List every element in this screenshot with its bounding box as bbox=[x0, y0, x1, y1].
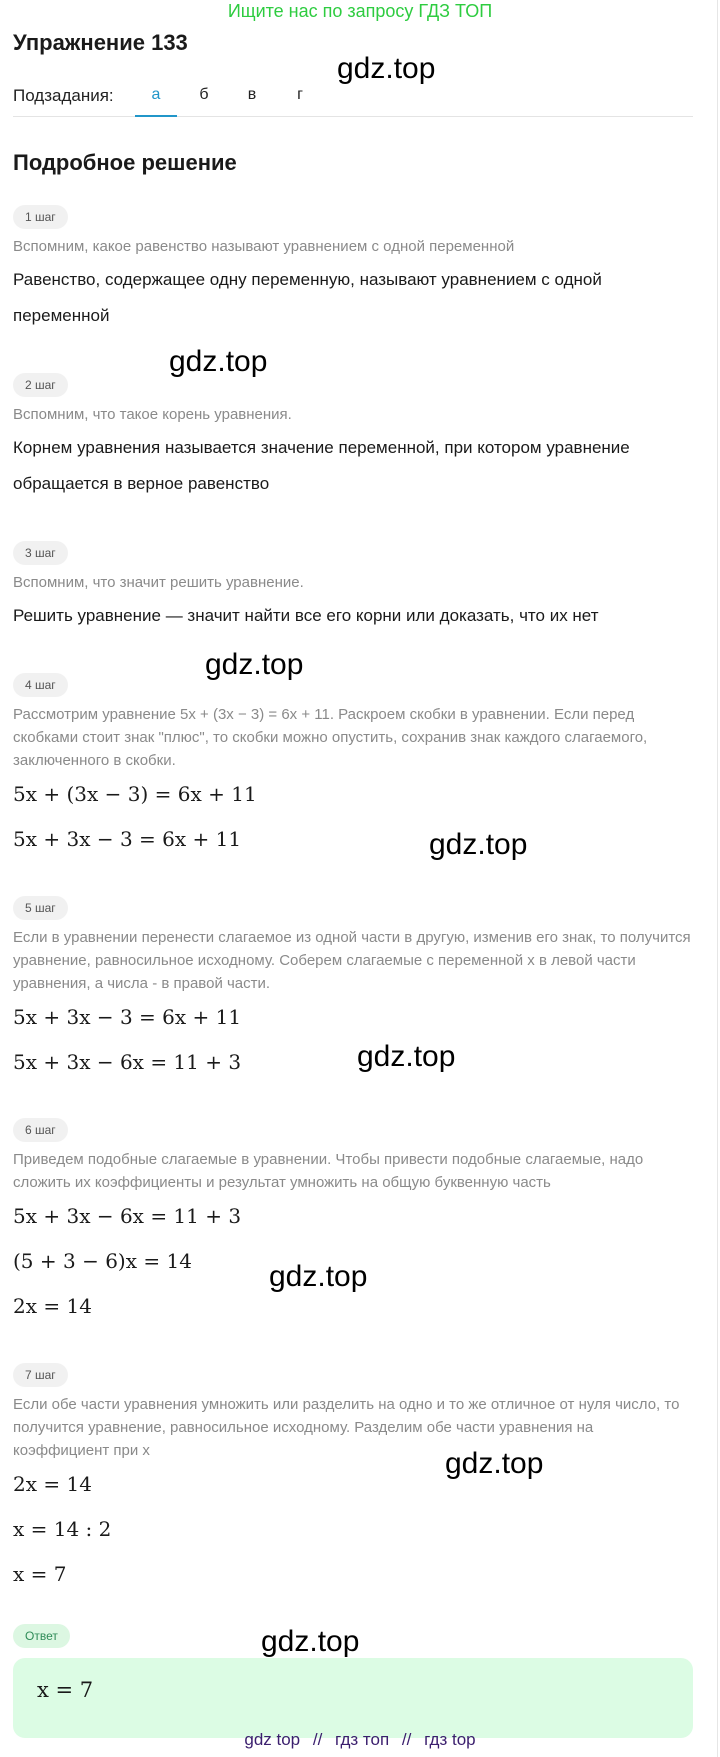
step-3 bbox=[13, 541, 693, 634]
subtask-tab-v[interactable]: в bbox=[247, 86, 257, 103]
equation-line: x = 7 bbox=[13, 1562, 67, 1586]
answer-equation: x = 7 bbox=[37, 1678, 94, 1702]
section-title: Подробное решение bbox=[13, 150, 237, 175]
equation-line: x = 14 : 2 bbox=[13, 1517, 112, 1541]
footer-separator: // bbox=[401, 1730, 412, 1749]
watermark: gdz.top bbox=[357, 1040, 456, 1073]
footer-links bbox=[0, 1730, 720, 1750]
watermark: gdz.top bbox=[169, 345, 268, 378]
equation-line: (5 + 3 − 6)x = 14 bbox=[13, 1249, 192, 1273]
step-badge: 7 шаг bbox=[13, 1363, 68, 1387]
step-text: Корнем уравнения называется значение переменной, при котором уравнение обращается в верное равенство bbox=[13, 438, 630, 493]
watermark: gdz.top bbox=[337, 52, 436, 85]
step-text: Решить уравнение — значит найти все его корни или доказать, что их нет bbox=[13, 606, 599, 625]
equation-line: 5x + (3x − 3) = 6x + 11 bbox=[13, 782, 257, 806]
watermark: gdz.top bbox=[269, 1260, 368, 1293]
equation-line: 5x + 3x − 6x = 11 + 3 bbox=[13, 1204, 242, 1228]
equation-line: 5x + 3x − 6x = 11 + 3 bbox=[13, 1050, 242, 1074]
step-badge: 2 шаг bbox=[13, 373, 68, 397]
equation-line: 5x + 3x − 3 = 6x + 11 bbox=[13, 1005, 242, 1029]
watermark: gdz.top bbox=[261, 1625, 360, 1658]
step-badge: 1 шаг bbox=[13, 205, 68, 229]
watermark: gdz.top bbox=[445, 1447, 544, 1480]
step-6 bbox=[13, 1118, 693, 1329]
step-1 bbox=[13, 205, 693, 334]
step-badge: 4 шаг bbox=[13, 673, 68, 697]
equation-line: 2x = 14 bbox=[13, 1294, 92, 1318]
footer-separator: // bbox=[312, 1730, 323, 1749]
step-badge: 6 шаг bbox=[13, 1118, 68, 1142]
step-hint: Рассмотрим уравнение 5x + (3x − 3) = 6x + 11. Раскроем скобки в уравнении. Если перед скобками стоит знак "плюс", то скобки можно опустить, сохранив знак каждого слагаемого, заключенного в скобки. bbox=[13, 706, 648, 769]
step-text: Равенство, содержащее одну переменную, называют уравнением с одной переменной bbox=[13, 270, 602, 325]
step-badge: 3 шаг bbox=[13, 541, 68, 565]
step-2 bbox=[13, 373, 693, 502]
step-5 bbox=[13, 896, 693, 1085]
subtask-tab-a[interactable]: а bbox=[135, 86, 177, 117]
subtask-tab-g[interactable]: г bbox=[297, 86, 303, 103]
step-hint: Приведем подобные слагаемые в уравнении. Чтобы привести подобные слагаемые, надо сложить их коэффициенты и результат умножить на общую буквенную часть bbox=[13, 1151, 644, 1191]
page-right-border bbox=[717, 0, 718, 1757]
step-hint: Вспомним, какое равенство называют уравнением с одной переменной bbox=[13, 238, 515, 255]
step-badge: 5 шаг bbox=[13, 896, 68, 920]
watermark: gdz.top bbox=[429, 828, 528, 861]
footer-link-gdz-top-mixed[interactable]: гдз top bbox=[424, 1730, 476, 1749]
step-7 bbox=[13, 1363, 693, 1597]
step-hint: Если в уравнении перенести слагаемое из одной части в другую, изменив его знак, то получится уравнение, равносильное исходному. Соберем слагаемые с переменной x в левой части уравнения, а числа - в правой части. bbox=[13, 929, 691, 992]
equation-line: 2x = 14 bbox=[13, 1472, 92, 1496]
exercise-title: Упражнение 133 bbox=[13, 30, 188, 55]
subtasks-bar bbox=[13, 82, 693, 117]
watermark: gdz.top bbox=[205, 648, 304, 681]
footer-link-gdz-top[interactable]: gdz top bbox=[244, 1730, 301, 1749]
footer-link-gdz-top-ru[interactable]: гдз топ bbox=[335, 1730, 390, 1749]
subtask-tab-b[interactable]: б bbox=[199, 86, 209, 103]
step-hint: Вспомним, что такое корень уравнения. bbox=[13, 406, 292, 423]
equation-line: 5x + 3x − 3 = 6x + 11 bbox=[13, 827, 242, 851]
answer-box bbox=[13, 1658, 693, 1738]
step-hint: Вспомним, что значит решить уравнение. bbox=[13, 574, 304, 591]
subtasks-label: Подзадания: bbox=[13, 86, 114, 105]
step-hint: Если обе части уравнения умножить или разделить на одно и то же отличное от нуля число, то получится уравнение, равносильное исходному. Разделим обе части уравнения на коэффициент при x bbox=[13, 1396, 680, 1459]
step-4 bbox=[13, 673, 693, 862]
answer-badge: Ответ bbox=[13, 1624, 70, 1648]
top-banner[interactable]: Ищите нас по запросу ГДЗ ТОП bbox=[227, 1, 493, 21]
